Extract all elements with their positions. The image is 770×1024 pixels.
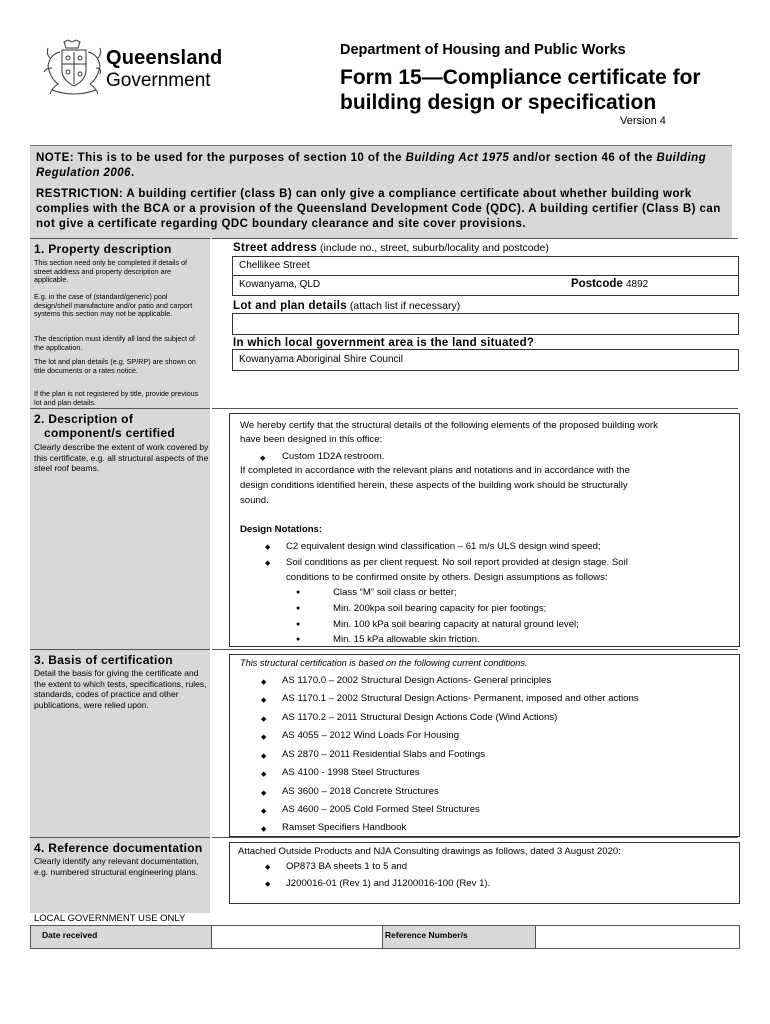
round-bullet-icon: ● — [296, 589, 301, 596]
lga-value: Kowanyama Aboriginal Shire Council — [239, 354, 403, 365]
section2-intro-2: have been designed in this office: — [240, 434, 383, 445]
section2-certification-box[interactable] — [229, 413, 740, 647]
lga-label: In which local government area is the land situated? — [233, 337, 535, 349]
section2-label-panel — [30, 408, 210, 650]
lot-plan-field[interactable] — [232, 313, 739, 335]
section3-intro: This structural certification is based on the following current conditions. — [240, 658, 528, 668]
section3-title: 3. Basis of certification — [34, 653, 173, 667]
form-title: Form 15—Compliance certificate for building design or specification — [340, 66, 701, 114]
reference-number-label-cell — [383, 926, 536, 948]
date-received-label: Date received — [42, 930, 98, 940]
local-government-use-table — [30, 925, 740, 949]
standard-4: AS 4055 – 2012 Wind Loads For Housing — [282, 730, 460, 741]
notation-2-line2: conditions to be confirmed onsite by others. Design assumptions as follows: — [286, 572, 608, 583]
diamond-bullet-icon: ◆ — [265, 560, 271, 567]
section1-help-3: The description must identify all land the subject of the application. — [34, 334, 196, 352]
standard-3: AS 1170.2 – 2011 Structural Design Actions Code (Wind Actions) — [282, 712, 558, 723]
section1-help-1: This section need only be completed if details of street address and property description are applicable. — [34, 258, 188, 285]
reference-number-field[interactable] — [536, 926, 739, 948]
section4-title: 4. Reference documentation — [34, 841, 203, 855]
note-block — [30, 145, 732, 239]
section3-help: Detail the basis for giving the certificate and the extent to which tests, specifications, rules, standards, codes of practice and other publications, were relied upon. — [34, 668, 207, 710]
street-address-label: Street address (include no., street, suburb/locality and postcode) — [233, 242, 549, 254]
notation-2-line1: Soil conditions as per client request. No soil report provided at design stage. Soil — [286, 557, 628, 568]
section4-label-panel — [30, 837, 210, 913]
section2-cond-2: design conditions identified herein, these aspects of the building work should be structurally — [240, 480, 628, 491]
diamond-bullet-icon: ◆ — [260, 455, 266, 462]
section1-content — [212, 238, 738, 409]
section2-element: Custom 1D2A restroom. — [282, 451, 385, 462]
logo-line2: Government — [106, 70, 211, 91]
diamond-bullet-icon: ◆ — [261, 790, 267, 797]
street-address-line2: Kowanyama, QLD — [239, 279, 321, 290]
section1-help-5: If the plan is not registered by title, provide previous lot and plan details. — [34, 389, 199, 407]
reference-number-label: Reference Number/s — [385, 930, 468, 940]
local-government-use-label: LOCAL GOVERNMENT USE ONLY — [34, 913, 186, 924]
date-received-label-cell — [31, 926, 212, 948]
notation-sub-3: Min. 100 kPa soil bearing capacity at natural ground level; — [333, 619, 579, 630]
restriction-text: RESTRICTION: A building certifier (class B) can only give a compliance certificate about whether building work complies with the BCA or a provision of the Queensland Development Code (QDC). A building certifier (Class B) can not give a certificate regarding QDC boundary clearance and site cover provisions. — [36, 188, 721, 230]
notation-1: C2 equivalent design wind classification – 61 m/s ULS design wind speed; — [286, 541, 601, 552]
notation-sub-4: Min. 15 kPa allowable skin friction. — [333, 634, 480, 645]
diamond-bullet-icon: ◆ — [261, 753, 267, 760]
notation-sub-1: Class “M” soil class or better; — [333, 587, 457, 598]
section2-title-1: 2. Description of — [34, 412, 134, 426]
standard-7: AS 3600 – 2018 Concrete Structures — [282, 786, 439, 797]
round-bullet-icon: ● — [296, 605, 301, 612]
section3-label-panel — [30, 649, 210, 838]
round-bullet-icon: ● — [296, 621, 301, 628]
diamond-bullet-icon: ◆ — [261, 808, 267, 815]
reference-1: OP873 BA sheets 1 to 5 and — [286, 861, 408, 872]
diamond-bullet-icon: ◆ — [265, 864, 271, 871]
department-name: Department of Housing and Public Works — [340, 42, 626, 58]
section2-cond-3: sound. — [240, 495, 269, 506]
diamond-bullet-icon: ◆ — [261, 679, 267, 686]
logo-line1: Queensland — [106, 47, 223, 69]
diamond-bullet-icon: ◆ — [261, 771, 267, 778]
section3-basis-box[interactable] — [229, 654, 740, 837]
section2-help: Clearly describe the extent of work covered by this certificate, e.g. all structural aspects of the steel roof beams. — [34, 442, 209, 473]
standard-1: AS 1170.0 – 2002 Structural Design Actions- General principles — [282, 675, 552, 686]
section4-intro: Attached Outside Products and NJA Consulting drawings as follows, dated 3 August 2020: — [238, 846, 621, 857]
section1-help-2: E.g. in the case of (standard/generic) pool design/shell manufacture and/or patio and carport systems this section may not be applicable. — [34, 292, 193, 319]
section2-intro-1: We hereby certify that the structural details of the following elements of the proposed building work — [240, 420, 658, 431]
diamond-bullet-icon: ◆ — [265, 544, 271, 551]
note-text: NOTE: This is to be used for the purposes of section 10 of the Building Act 1975 and/or section 46 of the Building Regulation 2006. — [36, 152, 707, 179]
postcode: Postcode 4892 — [571, 278, 649, 290]
standard-2: AS 1170.1 – 2002 Structural Design Actions- Permanent, imposed and other actions — [282, 693, 639, 704]
standard-5: AS 2870 – 2011 Residential Slabs and Footings — [282, 749, 486, 760]
date-received-field[interactable] — [212, 926, 383, 948]
reference-2: J200016-01 (Rev 1) and J1200016-100 (Rev 1). — [286, 878, 491, 889]
section1-title: 1. Property description — [34, 242, 172, 256]
notation-sub-2: Min. 200kpa soil bearing capacity for pier footings; — [333, 603, 547, 614]
section1-label-panel — [30, 238, 210, 409]
street-address-line1: Chellikee Street — [239, 260, 310, 271]
lot-plan-label: Lot and plan details (attach list if necessary) — [233, 300, 461, 312]
section1-help-4: The lot and plan details (e.g. SP/RP) are shown on title documents or a rates notice. — [34, 357, 196, 375]
section4-help: Clearly identify any relevant documentation, e.g. numbered structural engineering plans. — [34, 856, 199, 877]
design-notations-label: Design Notations: — [240, 524, 323, 535]
round-bullet-icon: ● — [296, 636, 301, 643]
standard-9: Ramset Specifiers Handbook — [282, 822, 407, 833]
diamond-bullet-icon: ◆ — [261, 734, 267, 741]
standard-8: AS 4600 – 2005 Cold Formed Steel Structures — [282, 804, 480, 815]
diamond-bullet-icon: ◆ — [265, 881, 271, 888]
queensland-coat-of-arms-icon — [42, 38, 102, 98]
diamond-bullet-icon: ◆ — [261, 826, 267, 833]
lga-field[interactable] — [232, 349, 739, 371]
section2-title-2: component/s certified — [44, 426, 175, 440]
diamond-bullet-icon: ◆ — [261, 697, 267, 704]
form-version: Version 4 — [620, 115, 666, 127]
street-address-field[interactable] — [232, 256, 739, 296]
standard-6: AS 4100 - 1998 Steel Structures — [282, 767, 420, 778]
section4-reference-box[interactable] — [229, 842, 740, 904]
diamond-bullet-icon: ◆ — [261, 716, 267, 723]
section2-cond-1: If completed in accordance with the relevant plans and notations and in accordance with the — [240, 465, 630, 476]
